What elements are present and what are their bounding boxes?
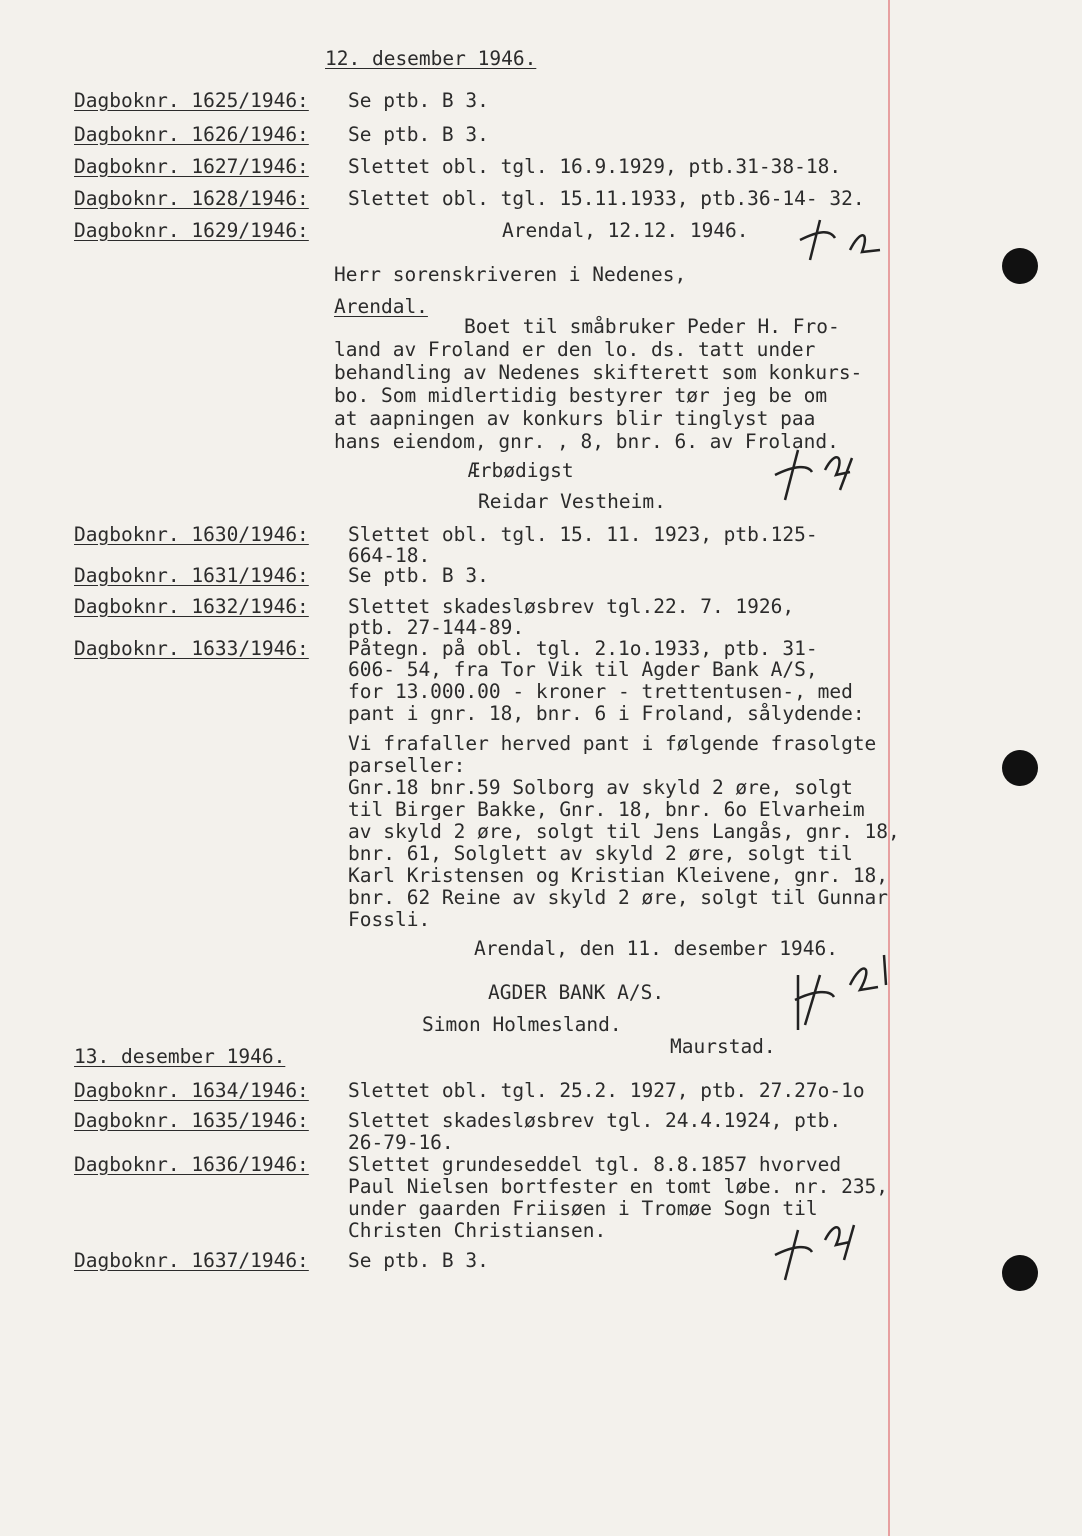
- handwritten-initials-icon: [790, 210, 900, 270]
- handwritten-initials-icon: [770, 1210, 870, 1290]
- entry-number: Dagboknr. 1627/1946:: [74, 155, 309, 178]
- letter-body-line: bo. Som midlertidig bestyrer tør jeg be om: [334, 384, 828, 407]
- entry-text: 26-79-16.: [348, 1131, 454, 1154]
- date-heading: 12. desember 1946.: [325, 47, 537, 70]
- bank-place-date: Arendal, den 11. desember 1946.: [474, 937, 838, 960]
- entry-number: Dagboknr. 1637/1946:: [74, 1249, 309, 1272]
- entry-text: ptb. 27-144-89.: [348, 616, 525, 639]
- entry-text: Se ptb. B 3.: [348, 89, 489, 112]
- letter-city: Arendal.: [334, 295, 428, 318]
- entry-number: Dagboknr. 1636/1946:: [74, 1153, 309, 1176]
- handwritten-initials-icon: [790, 945, 900, 1035]
- entry-text: til Birger Bakke, Gnr. 18, bnr. 6o Elvarheim: [348, 798, 865, 821]
- letter-body-line: at aapningen av konkurs blir tinglyst paa: [334, 407, 816, 430]
- entry-text: pant i gnr. 18, bnr. 6 i Froland, sålydende:: [348, 702, 865, 725]
- entry-number: Dagboknr. 1630/1946:: [74, 523, 309, 546]
- handwritten-initials-icon: [770, 440, 870, 510]
- entry-number: Dagboknr. 1631/1946:: [74, 564, 309, 587]
- entry-text: 606- 54, fra Tor Vik til Agder Bank A/S,: [348, 658, 818, 681]
- entry-text: Fossli.: [348, 908, 431, 931]
- bank-name: AGDER BANK A/S.: [488, 981, 665, 1004]
- bank-signer: Simon Holmesland.: [422, 1013, 622, 1036]
- letter-body-line: behandling av Nedenes skifterett som konkurs-: [334, 361, 863, 384]
- letter-closing: Ærbødigst: [468, 459, 574, 482]
- entry-text: Gnr.18 bnr.59 Solborg av skyld 2 øre, solgt: [348, 776, 853, 799]
- entry-text: Slettet grundeseddel tgl. 8.8.1857 hvorved: [348, 1153, 842, 1176]
- letter-body-line: hans eiendom, gnr. , 8, bnr. 6. av Froland.: [334, 430, 839, 453]
- entry-number: Dagboknr. 1628/1946:: [74, 187, 309, 210]
- date-heading: 13. desember 1946.: [74, 1045, 286, 1068]
- entry-text: av skyld 2 øre, solgt til Jens Langås, gnr. 18,: [348, 820, 900, 843]
- entry-text: Paul Nielsen bortfester en tomt løbe. nr. 235,: [348, 1175, 889, 1198]
- letter-signer: Reidar Vestheim.: [478, 490, 666, 513]
- bank-signer: Maurstad.: [670, 1035, 776, 1058]
- entry-number: Dagboknr. 1625/1946:: [74, 89, 309, 112]
- entry-text: under gaarden Friisøen i Tromøe Sogn til: [348, 1197, 818, 1220]
- entry-text: bnr. 62 Reine av skyld 2 øre, solgt til Gunnar: [348, 886, 889, 909]
- entry-number: Dagboknr. 1635/1946:: [74, 1109, 309, 1132]
- entry-text: bnr. 61, Solglett av skyld 2 øre, solgt til: [348, 842, 853, 865]
- entry-text: Slettet obl. tgl. 25.2. 1927, ptb. 27.27o-1o: [348, 1079, 865, 1102]
- entry-text: Slettet skadesløsbrev tgl. 24.4.1924, ptb.: [348, 1109, 842, 1132]
- entry-text: Påtegn. på obl. tgl. 2.1o.1933, ptb. 31-: [348, 637, 818, 660]
- punch-hole-icon: [1002, 1255, 1038, 1291]
- entry-text: Se ptb. B 3.: [348, 123, 489, 146]
- punch-hole-icon: [1002, 750, 1038, 786]
- entry-text: parseller:: [348, 754, 466, 777]
- letter-body-line: land av Froland er den lo. ds. tatt under: [334, 338, 816, 361]
- entry-number: Dagboknr. 1626/1946:: [74, 123, 309, 146]
- entry-text: Slettet skadesløsbrev tgl.22. 7. 1926,: [348, 595, 795, 618]
- letter-addressee: Herr sorenskriveren i Nedenes,: [334, 263, 687, 286]
- entry-text: Arendal, 12.12. 1946.: [502, 219, 749, 242]
- entry-text: Slettet obl. tgl. 15.11.1933, ptb.36-14- 32.: [348, 187, 865, 210]
- entry-text: Christen Christiansen.: [348, 1219, 607, 1242]
- entry-number: Dagboknr. 1634/1946:: [74, 1079, 309, 1102]
- punch-hole-icon: [1002, 248, 1038, 284]
- entry-text: Se ptb. B 3.: [348, 1249, 489, 1272]
- entry-number: Dagboknr. 1633/1946:: [74, 637, 309, 660]
- letter-body-line: Boet til småbruker Peder H. Fro-: [464, 315, 840, 338]
- entry-number: Dagboknr. 1629/1946:: [74, 219, 309, 242]
- entry-text: Slettet obl. tgl. 16.9.1929, ptb.31-38-18.: [348, 155, 842, 178]
- entry-text: 664-18.: [348, 544, 431, 567]
- entry-text: Karl Kristensen og Kristian Kleivene, gnr. 18,: [348, 864, 889, 887]
- entry-number: Dagboknr. 1632/1946:: [74, 595, 309, 618]
- entry-text: Vi frafaller herved pant i følgende frasolgte: [348, 732, 877, 755]
- entry-text: Se ptb. B 3.: [348, 564, 489, 587]
- entry-text: Slettet obl. tgl. 15. 11. 1923, ptb.125-: [348, 523, 818, 546]
- entry-text: for 13.000.00 - kroner - trettentusen-, med: [348, 680, 853, 703]
